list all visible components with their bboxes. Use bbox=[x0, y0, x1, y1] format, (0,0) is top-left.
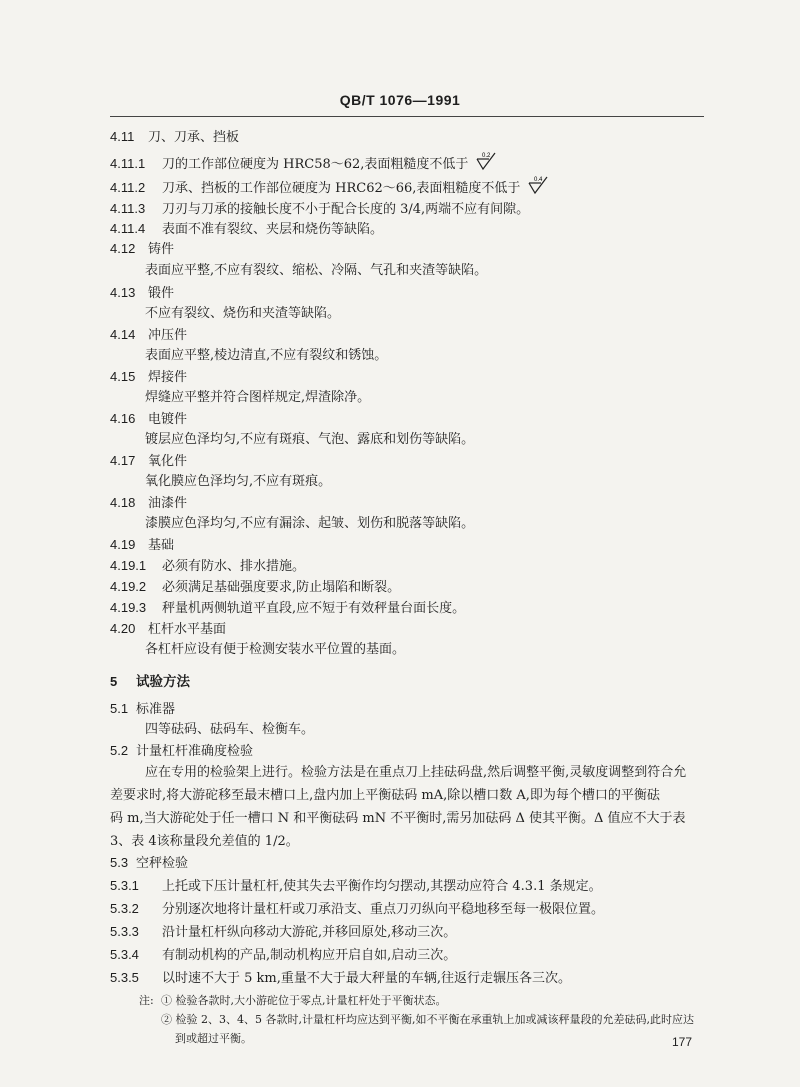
clause-5-2-para-line: 差要求时,将大游砣移至最末槽口上,盘内加上平衡砝码 mA,除以槽口数 A,即为每个槽口的平衡砝 bbox=[110, 788, 660, 803]
section-5-heading: 5 试验方法 bbox=[110, 674, 190, 690]
page-header: QB/T 1076—1991 bbox=[339, 92, 461, 108]
clause-4-14-body: 表面应平整,棱边清直,不应有裂纹和锈蚀。 bbox=[145, 348, 388, 363]
clause-4-11: 4.11 刀、刀承、挡板 bbox=[110, 129, 240, 145]
clause-5-1-body: 四等砝码、砝码车、检衡车。 bbox=[145, 722, 315, 737]
page-number: 177 bbox=[672, 1035, 693, 1049]
roughness-symbol-icon bbox=[527, 175, 549, 202]
clause-4-19-1: 4.19.1 必须有防水、排水措施。 bbox=[110, 558, 306, 574]
svg-text:0.2: 0.2 bbox=[481, 153, 490, 159]
clause-4-12-body: 表面应平整,不应有裂纹、缩松、冷隔、气孔和夹渣等缺陷。 bbox=[145, 263, 488, 278]
clause-4-13-body: 不应有裂纹、烧伤和夹渣等缺陷。 bbox=[145, 306, 341, 321]
clause-5-3-2: 5.3.2 分别逐次地将计量杠杆或刀承沿支、重点刀刃纵向平稳地移至每一极限位置。 bbox=[110, 901, 605, 917]
clause-4-11-2: 4.11.2 刀承、挡板的工作部位硬度为 HRC62～66,表面粗糙度不低于 0.4 bbox=[110, 175, 549, 202]
clause-4-20-body: 各杠杆应设有便于检测安装水平位置的基面。 bbox=[145, 642, 406, 657]
note-2-line: ② 检验 2、3、4、5 各款时,计量杠杆均应达到平衡,如不平衡在承重轨上加或减该秤量段的允差砝码,此时应达 bbox=[161, 1013, 694, 1026]
clause-5-3-1: 5.3.1 上托或下压计量杠杆,使其失去平衡作均匀摆动,其摆动应符合 4.3.1 条规定。 bbox=[110, 878, 602, 894]
clause-4-17: 4.17 氧化件 bbox=[110, 453, 188, 469]
clause-4-17-body: 氧化膜应色泽均匀,不应有斑痕。 bbox=[145, 474, 332, 489]
clause-5-1: 5.1 标准器 bbox=[110, 701, 176, 717]
clause-5-2-para-line: 码 m,当大游砣处于任一槽口 N 和平衡砝码 mN 不平衡时,需另加砝码 Δ 使其平衡。Δ 值应不大于表 bbox=[110, 811, 686, 826]
clause-4-15-body: 焊缝应平整并符合图样规定,焊渣除净。 bbox=[145, 390, 371, 405]
clause-5-2-para-line: 3、表 4该称量段允差值的 1/2。 bbox=[110, 834, 299, 849]
clause-4-19-2: 4.19.2 必须满足基础强度要求,防止塌陷和断裂。 bbox=[110, 579, 401, 595]
clause-4-20: 4.20 杠杆水平基面 bbox=[110, 621, 227, 637]
svg-text:0.4: 0.4 bbox=[533, 177, 542, 183]
note-1: 注: ① 检验各款时,大小游砣位于零点,计量杠杆处于平衡状态。 bbox=[139, 994, 447, 1007]
clause-4-11-4: 4.11.4 表面不准有裂纹、夹层和烧伤等缺陷。 bbox=[110, 221, 384, 237]
header-rule bbox=[110, 116, 704, 117]
clause-4-11-3: 4.11.3 刀刃与刀承的接触长度不小于配合长度的 3/4,两端不应有间隙。 bbox=[110, 201, 530, 217]
roughness-symbol-icon bbox=[475, 151, 497, 178]
clause-5-2: 5.2 计量杠杆准确度检验 bbox=[110, 743, 254, 759]
clause-4-13: 4.13 锻件 bbox=[110, 285, 175, 301]
clause-5-3-5: 5.3.5 以时速不大于 5 km,重量不大于最大秤量的车辆,往返行走辗压各三次。 bbox=[110, 970, 572, 986]
clause-4-11-1: 4.11.1 刀的工作部位硬度为 HRC58～62,表面粗糙度不低于 0.2 bbox=[110, 151, 497, 178]
clause-4-18: 4.18 油漆件 bbox=[110, 495, 188, 511]
clause-4-19-3: 4.19.3 秤量机两侧轨道平直段,应不短于有效秤量台面长度。 bbox=[110, 600, 466, 616]
clause-5-3: 5.3 空秤检验 bbox=[110, 855, 189, 871]
clause-4-16-body: 镀层应色泽均匀,不应有斑痕、气泡、露底和划伤等缺陷。 bbox=[145, 432, 475, 447]
clause-4-18-body: 漆膜应色泽均匀,不应有漏涂、起皱、划伤和脱落等缺陷。 bbox=[145, 516, 475, 531]
note-2-line: 到或超过平衡。 bbox=[175, 1032, 252, 1045]
clause-5-2-para-line: 应在专用的检验架上进行。检验方法是在重点刀上挂砝码盘,然后调整平衡,灵敏度调整到符合允 bbox=[145, 765, 687, 780]
clause-4-12: 4.12 铸件 bbox=[110, 241, 175, 257]
clause-5-3-3: 5.3.3 沿计量杠杆纵向移动大游砣,并移回原处,移动三次。 bbox=[110, 924, 457, 940]
clause-4-19: 4.19 基础 bbox=[110, 537, 175, 553]
clause-4-16: 4.16 电镀件 bbox=[110, 411, 188, 427]
clause-4-14: 4.14 冲压件 bbox=[110, 327, 188, 343]
clause-4-15: 4.15 焊接件 bbox=[110, 369, 188, 385]
clause-5-3-4: 5.3.4 有制动机构的产品,制动机构应开启自如,启动三次。 bbox=[110, 947, 457, 963]
